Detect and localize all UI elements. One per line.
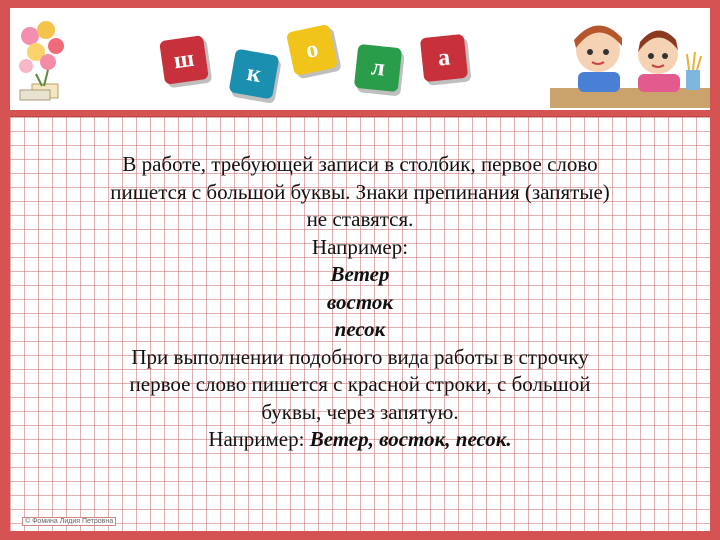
children-illustration: [550, 18, 710, 108]
text-line-7: буквы, через запятую.: [261, 399, 459, 424]
letter-1: ш: [172, 45, 196, 74]
inline-example: Ветер, восток, песок.: [309, 427, 512, 451]
letter-5: а: [436, 43, 452, 72]
text-line-2: пишется с большой буквы. Знаки препинания (запятые): [110, 179, 610, 204]
copyright-label: © Фомина Лидия Петровна: [22, 517, 116, 526]
text-line-3: не ставятся.: [306, 207, 414, 231]
text-line-4: Например:: [311, 234, 409, 259]
text-line-5: При выполнении подобного вида работы в строчку: [131, 344, 589, 369]
flowers-illustration: [14, 14, 70, 106]
grid-paper: [10, 116, 710, 531]
text-line-1: В работе, требующей записи в столбик, первое слово: [122, 152, 598, 176]
letter-cube-5: [420, 34, 468, 82]
letter-4: л: [369, 53, 387, 82]
letter-cube-4: [354, 44, 402, 92]
header-banner: [10, 8, 710, 110]
letter-cube-1: [159, 35, 209, 85]
example-prefix: Например:: [208, 427, 305, 451]
letter-cube-2: [229, 49, 280, 100]
letter-2: к: [245, 59, 264, 88]
example-word-2: восток: [326, 289, 394, 314]
example-word-1: Ветер: [330, 262, 390, 286]
text-line-6: первое слово пишется с красной строки, с большой: [129, 372, 591, 396]
main-text: [50, 151, 670, 454]
text-line-8: [50, 426, 670, 454]
letter-cube-3: [286, 24, 338, 76]
letter-3: о: [303, 35, 321, 64]
example-word-3: песок: [334, 317, 386, 341]
